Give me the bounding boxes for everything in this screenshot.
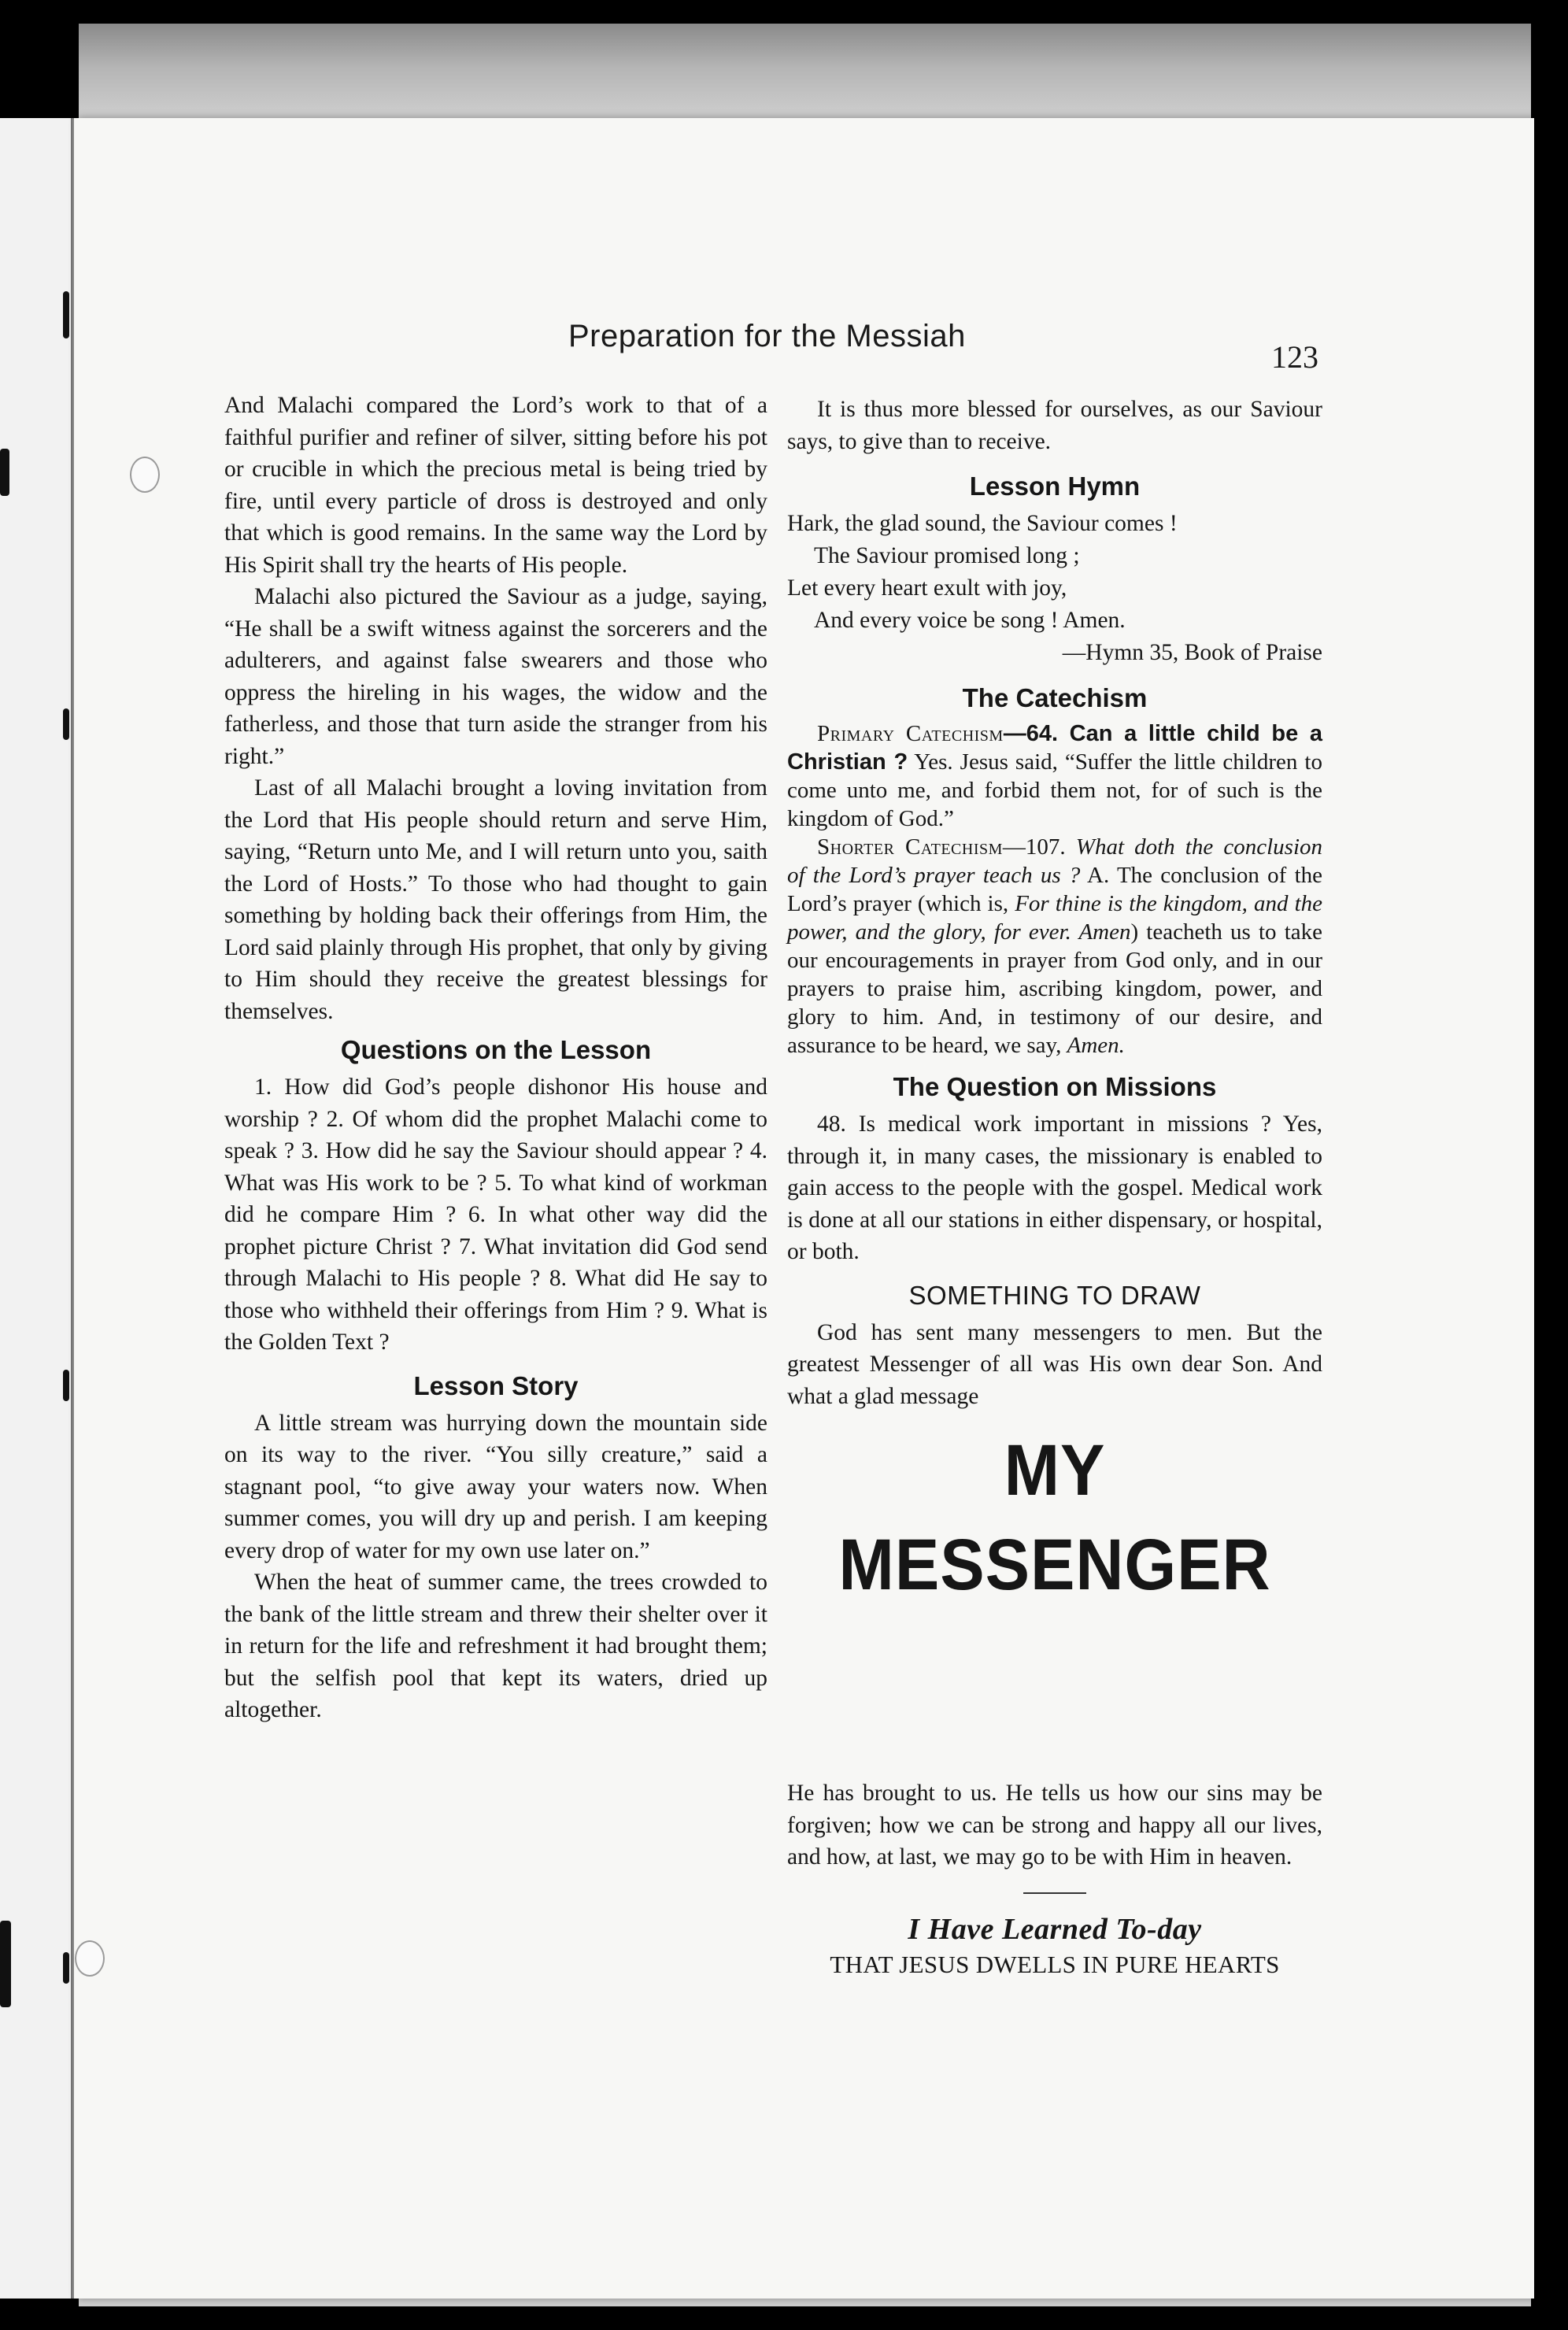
learned-text: THAT JESUS DWELLS IN PURE HEARTS [830,1950,1280,1978]
background-sheet-edge [79,24,1531,134]
primary-question: —64. Can a little child be a Christian ? [787,721,1323,775]
shorter-number: —107. [1002,834,1066,860]
right-column [787,394,1322,1980]
paragraph: Malachi also pictured the Saviour as a judge, saying, “He shall be a swift witness against the sorcerers and the adulterers, and against false swearers and those who oppress the hireling in his wages, the widow and the fatherless, and those that turn aside the stranger from his right.” [224,584,767,769]
paragraph: Last of all Malachi brought a loving invitation from the Lord that His people should return and serve Him, saying, “Return unto Me, and I will return unto you, saith the Lord of Hosts.” To those who had thought to gain something by holding back their offerings from Him, the Lord said plainly through His prophet, that only by giving to Him should they receive the greatest blessings for themselves. [224,775,767,1024]
hymn-line: And every voice be song ! Amen. [814,608,1126,633]
hymn-line: Hark, the glad sound, the Saviour comes ! [787,511,1178,536]
questions-heading: Questions on the Lesson [340,1035,652,1064]
primary-label: Primary Catechism [817,721,1004,746]
running-head: Preparation for the Messiah [568,319,966,353]
my-messenger-title: MY MESSENGER [838,1430,1271,1605]
shorter-answer-quote: For thine is the kingdom, and the power, and the glory, for ever. Amen [787,891,1322,945]
primary-answer: Yes. Jesus said, “Suffer the little children to come unto me, and forbid them not, for of such is the kingdom of God.” [787,749,1322,831]
catechism [787,719,1322,1060]
binding-mark [0,1921,11,2007]
draw-after-text: He has brought to us. He tells us how our sins may be forgiven; how we can be strong and happy all our lives, and how, at last, we may go to be with Him in heaven. [787,1781,1322,1870]
left-column [224,390,767,1726]
binding-mark [63,708,69,740]
punch-hole [75,1940,105,1977]
draw-heading: SOMETHING TO DRAW [908,1280,1201,1310]
page-number: 123 [1271,339,1318,375]
hymn-line: Let every heart exult with joy, [787,575,1067,601]
hymn [787,508,1322,669]
binding-mark [0,449,9,496]
shorter-answer: A. The conclusion of the Lord’s prayer (which is, [787,863,1323,916]
hymn-heading: Lesson Hymn [969,472,1141,501]
catechism-heading: The Catechism [962,683,1148,712]
shorter-answer-amen: Amen. [1067,1033,1125,1058]
missions-text: 48. Is medical work important in missions ? Yes, through it, in many cases, the missionary is enabled to gain access to the people with the gospel. Medical work is done at all our stations in either dispensary, or hospital, or both. [787,1111,1322,1264]
learned-heading: I Have Learned To-day [908,1912,1202,1946]
missions-heading: The Question on Missions [893,1072,1217,1101]
intro-paragraph: It is thus more blessed for ourselves, as our Saviour says, to give than to receive. [787,397,1322,454]
hymn-source: —Hymn 35, Book of Praise [1062,640,1322,665]
shorter-label: Shorter Catechism [817,834,1003,860]
hymn-line: The Saviour promised long ; [814,543,1080,568]
story-heading: Lesson Story [413,1370,579,1400]
shorter-catechism [787,833,1322,1060]
punch-hole [130,457,160,493]
binding-mark [63,1952,69,1984]
questions-text: 1. How did God’s people dishonor His house and worship ? 2. Of whom did the prophet Malachi come to speak ? 3. How did he say the Saviour should appear ? 4. What was His work to be ? 5. To what kind of workman did he compare Him ? 6. In what other way did the prophet picture Christ ? 7. What invitation did God send through Malachi to His people ? 8. What did He say to those who withheld their offerings from Him ? 9. What is the Golden Text ? [224,1074,767,1355]
draw-text: God has sent many messengers to men. But the greatest Messenger of all was His own dear Son. And what a glad message [787,1319,1322,1409]
drawing-area [787,1612,1322,1777]
binding-mark [63,1370,69,1401]
shorter-question: What doth the conclusion of the Lord’s prayer teach us ? [787,834,1322,888]
binding-mark [63,291,69,338]
shorter-answer-cont: ) teacheth us to take our encouragements in prayer from God only, and in our prayers to praise him, ascribing kingdom, power, and glory to him. And, in testimony of our desire, and assurance to be heard, we say, [787,919,1322,1058]
story-paragraph: A little stream was hurrying down the mountain side on its way to the river. “You silly creature,” said a stagnant pool, “to give away your waters now. When summer comes, you will dry up and perish. I am keeping every drop of water for my own use later on.” [224,1410,767,1563]
paragraph: And Malachi compared the Lord’s work to that of a faithful purifier and refiner of silver, sitting before his pot or crucible in which the precious metal is being tried by fire, until every particle of dross is destroyed and only that which is good remains. In the same way the Lord by His Spirit shall try the hearts of His people. [224,393,767,578]
divider [1023,1892,1086,1894]
primary-catechism [787,719,1322,833]
story-paragraph: When the heat of summer came, the trees crowded to the bank of the little stream and threw their shelter over it in return for the life and refreshment it had brought them; but the selfish pool that kept its waters, dried up altogether. [224,1570,767,1722]
